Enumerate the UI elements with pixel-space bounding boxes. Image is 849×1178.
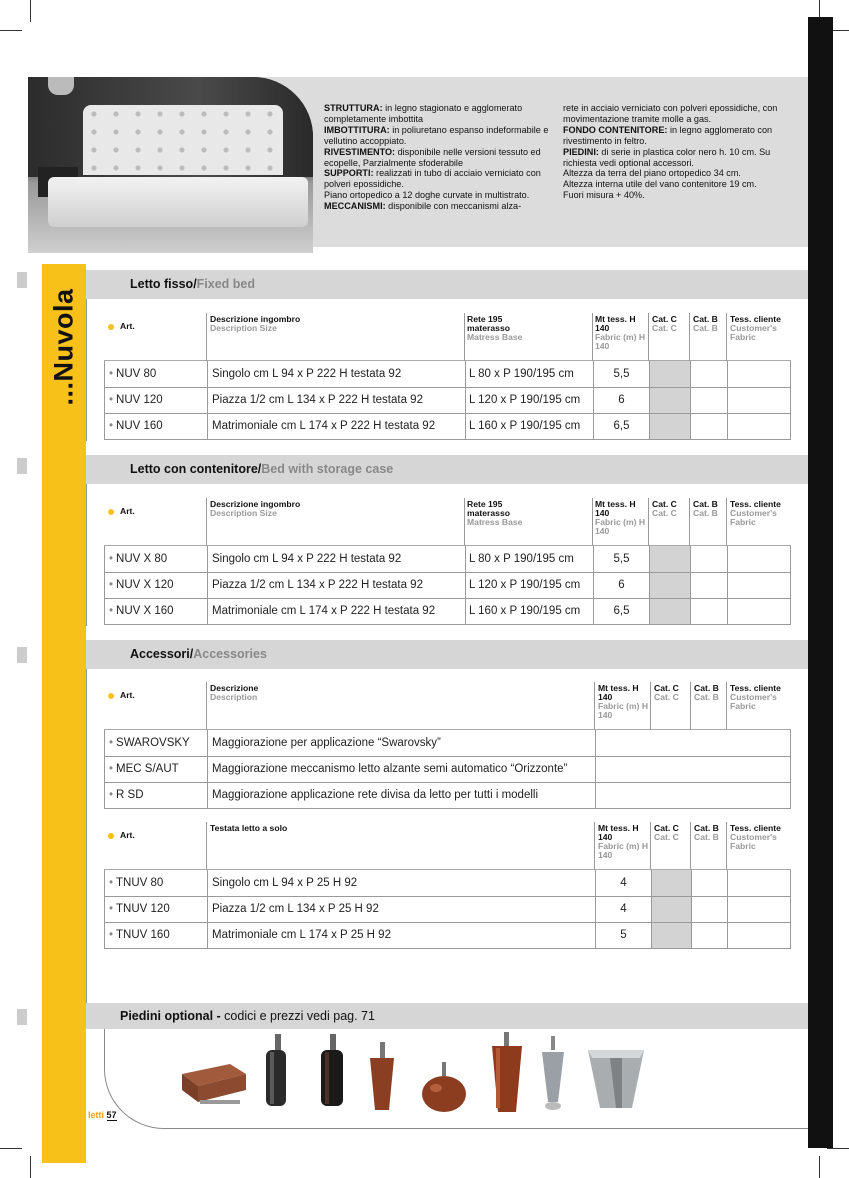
table-cell-desc: Singolo cm L 94 x P 25 H 92: [212, 877, 358, 889]
table-cell-desc: Piazza 1/2 cm L 134 x P 222 H testata 92: [212, 579, 423, 591]
table-cell-desc: Matrimoniale cm L 174 x P 222 H testata 92: [212, 420, 436, 432]
table-cell-mt: 6,5: [613, 420, 630, 432]
black-cylinder-foot-icon: [266, 1034, 286, 1106]
dark-cylinder-foot-icon: [321, 1034, 343, 1106]
table-cell-desc: Matrimoniale cm L 174 x P 25 H 92: [212, 929, 391, 941]
table-cell-art: • NUV 80: [109, 368, 157, 380]
grey-tab-marker: [17, 1009, 27, 1025]
section-bar-fixed-bed: Letto fisso/Fixed bed: [86, 270, 808, 299]
table-cell-rete: L 80 x P 190/195 cm: [469, 553, 574, 565]
table-cell-rete: L 160 x P 190/195 cm: [469, 420, 581, 432]
table-cell-art: • TNUV 120: [109, 903, 170, 915]
table-cell-desc: Piazza 1/2 cm L 134 x P 25 H 92: [212, 903, 379, 915]
table-cell-desc: Maggiorazione per applicazione “Swarovsky”: [212, 737, 441, 749]
table-cell-rete: L 120 x P 190/195 cm: [469, 579, 581, 591]
table-cell-art: • SWAROVSKY: [109, 737, 190, 749]
tall-wood-foot-icon: [492, 1032, 522, 1112]
table-header: Art. Descrizione Description Mt tess. H 140 Fabric (m) H 140 Cat. C Cat. C Cat. B Cat. B Tess. cliente Customer's Fabric: [104, 682, 791, 730]
table-cell-art: • NUV 120: [109, 394, 163, 406]
table-cell-art: • NUV X 120: [109, 579, 174, 591]
table-cell-art: • R SD: [109, 789, 144, 801]
section-bar-accessories: Accessori/Accessories: [86, 640, 808, 669]
page-footer: letti 57: [88, 1110, 117, 1120]
table-header: Art. Testata letto a solo Mt tess. H 140 Fabric (m) H 140 Cat. C Cat. C Cat. B Cat. B Tess. cliente Customer's Fabric: [104, 822, 791, 870]
table-cell-mt: 4: [620, 903, 627, 915]
table-cell-desc: Maggiorazione meccanismo letto alzante semi automatico “Orizzonte”: [212, 763, 568, 775]
table-cell-art: • NUV X 160: [109, 605, 174, 617]
table-body-fixed: [104, 361, 791, 440]
table-cell-mt: 5,5: [613, 368, 630, 380]
table-body-storage: [104, 546, 791, 625]
table-cell-art: • NUV 160: [109, 420, 163, 432]
grey-tab-marker: [17, 272, 27, 288]
feet-illustrations: [170, 1032, 670, 1117]
side-title: ...Nuvola: [48, 288, 79, 406]
table-cell-art: • TNUV 160: [109, 929, 170, 941]
wood-block-foot-icon: [182, 1064, 246, 1104]
table-cell-mt: 6: [618, 394, 625, 406]
table-cell-desc: Maggiorazione applicazione rete divisa da letto per tutti i modelli: [212, 789, 539, 801]
square-steel-foot-icon: [588, 1050, 644, 1108]
table-cell-mt: 4: [620, 877, 627, 889]
table-cell-mt: 6,5: [613, 605, 630, 617]
table-cell-desc: Piazza 1/2 cm L 134 x P 222 H testata 92: [212, 394, 423, 406]
table-body-accessories: [104, 730, 791, 809]
table-cell-mt: 5,5: [613, 553, 630, 565]
table-cell-rete: L 80 x P 190/195 cm: [469, 368, 574, 380]
table-cell-art: • MEC S/AUT: [109, 763, 179, 775]
table-cell-desc: Singolo cm L 94 x P 222 H testata 92: [212, 368, 402, 380]
table-cell-mt: 6: [618, 579, 625, 591]
table-header: Art. Descrizione ingombro Description Size Rete 195 materasso Matress Base Mt tess. H 140 Fabric (m) H 140 Cat. C Cat. C Cat. B Cat. B Tess. cliente Customer's Fabric: [104, 498, 791, 546]
grey-tab-marker: [17, 647, 27, 663]
right-black-strip: [808, 17, 833, 1148]
bed-photo: [28, 77, 313, 253]
table-cell-rete: L 160 x P 190/195 cm: [469, 605, 581, 617]
table-cell-rete: L 120 x P 190/195 cm: [469, 394, 581, 406]
section-bar-storage-bed: Letto con contenitore/Bed with storage case: [86, 455, 808, 484]
table-header: Art. Descrizione ingombro Description Size Rete 195 materasso Matress Base Mt tess. H 140 Fabric (m) H 140 Cat. C Cat. C Cat. B Cat. B Tess. cliente Customer's Fabric: [104, 313, 791, 361]
table-body-headboard: [104, 870, 791, 949]
ball-wood-foot-icon: [422, 1062, 466, 1112]
table-cell-mt: 5: [620, 929, 627, 941]
table-cell-art: • NUV X 80: [109, 553, 168, 565]
specs-column-2: rete in acciaio verniciato con polveri epossidiche, con movimentazione tramite molle a gas. FONDO CONTENITORE: in legno agglomerato con rivestimento in feltro. PIEDINI: di serie in plastica color nero h. 10 cm. Su richiesta vedi optional accessori. Altezza da terra del piano ortopedico 34 cm. Altezza interna utile del vano contenitore 19 cm. Fuori misura + 40%.: [563, 103, 778, 201]
chrome-spike-foot-icon: [542, 1036, 564, 1110]
specs-column-1: STRUTTURA: in legno stagionato e agglomerato completamente imbottita IMBOTTITURA: in poliuretano espanso indeformabile e vellutino accoppiato. RIVESTIMENTO: disponibile nelle versioni tessuto ed ecopelle, Parzialmente sfoderabile SUPPORTI: realizzati in tubo di acciaio verniciato con polveri epossidiche. Piano ortopedico a 12 doghe curvate in multistrato. MECCANISMI: disponibile con meccanismi alza-: [324, 103, 549, 212]
table-cell-desc: Singolo cm L 94 x P 222 H testata 92: [212, 553, 402, 565]
table-cell-art: • TNUV 80: [109, 877, 164, 889]
tapered-wood-foot-icon: [370, 1042, 394, 1110]
table-cell-desc: Matrimoniale cm L 174 x P 222 H testata 92: [212, 605, 436, 617]
grey-tab-marker: [17, 458, 27, 474]
section-bar-feet: Piedini optional - codici e prezzi vedi pag. 71: [86, 1003, 808, 1029]
